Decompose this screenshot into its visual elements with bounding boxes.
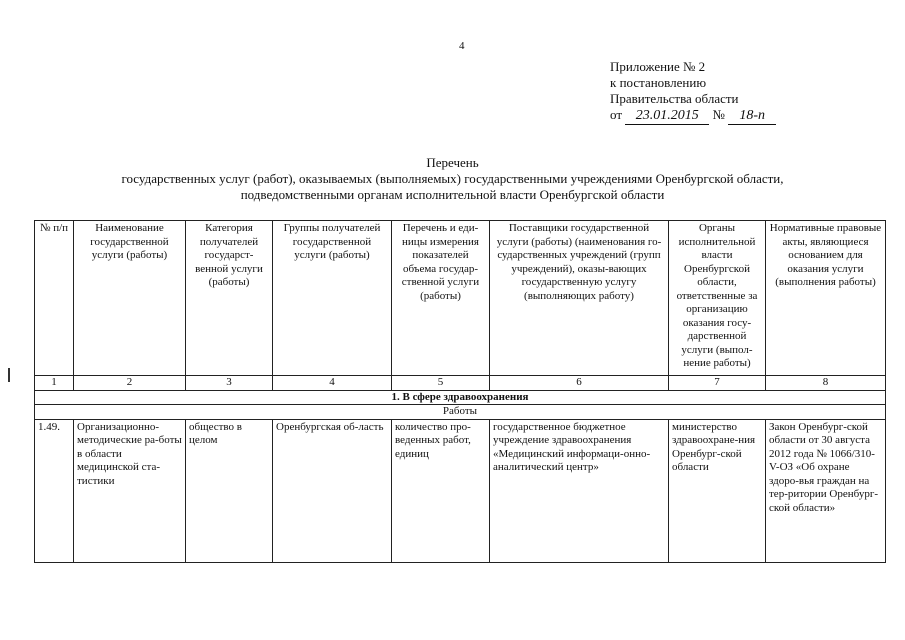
table-row	[35, 419, 886, 562]
column-number: 1	[35, 376, 74, 391]
cell-provider: государственное бюджетное учреждение здравоохранения «Медицинский информаци-онно-аналитический центр»	[490, 419, 669, 562]
column-number: 3	[186, 376, 273, 391]
cell-measure: количество про-веденных работ, единиц	[392, 419, 490, 562]
appendix-block	[610, 59, 776, 125]
header-cell-category: Категория получателей государст-венной услуги (работы)	[186, 221, 273, 376]
header-cell-name: Наименование государственной услуги (работы)	[74, 221, 186, 376]
subsection-row	[35, 405, 886, 420]
column-number: 6	[490, 376, 669, 391]
column-number: 2	[74, 376, 186, 391]
section-row	[35, 390, 886, 405]
column-number-row	[35, 376, 886, 391]
number-prefix: №	[712, 107, 725, 122]
cell-name: Организационно-методические ра-боты в области медицинской ста-тистики	[74, 419, 186, 562]
table-header-row	[35, 221, 886, 376]
scan-edge-mark	[8, 368, 13, 382]
header-cell-groups: Группы получателей государственной услуги (работы)	[273, 221, 392, 376]
appendix-date-line	[610, 107, 776, 125]
appendix-line-1: Приложение № 2	[610, 59, 706, 74]
column-number: 8	[766, 376, 886, 391]
header-cell-authorities: Органы исполнительной власти Оренбургской области, ответственные за организацию оказания госу-дарственной услуги (выпол-нение работы)	[669, 221, 766, 376]
date-prefix: от	[610, 107, 623, 122]
cell-group: Оренбургская об-ласть	[273, 419, 392, 562]
services-table	[34, 220, 886, 563]
handwritten-number: 18-п	[728, 108, 776, 125]
document-title: Перечень	[426, 155, 479, 170]
section-heading: 1. В сфере здравоохранения	[35, 390, 886, 405]
cell-authority: министерство здравоохране-ния Оренбург-ской области	[669, 419, 766, 562]
cell-number: 1.49.	[35, 419, 74, 562]
header-cell-measures: Перечень и еди-ницы измерения показателей объема государ-ственной услуги (работы)	[392, 221, 490, 376]
handwritten-date: 23.01.2015	[625, 108, 709, 125]
appendix-line-3: Правительства области	[610, 91, 739, 106]
header-cell-providers: Поставщики государственной услуги (работы) (наименования го-сударственных учреждений (групп учреждений), оказы-вающих государственную услугу (выполняющих работу)	[490, 221, 669, 376]
column-number: 4	[273, 376, 392, 391]
header-cell-legal-acts: Нормативные правовые акты, являющиеся основанием для оказания услуги (выполнения работы)	[766, 221, 886, 376]
column-number: 5	[392, 376, 490, 391]
document-subtitle-line-1: государственных услуг (работ), оказываемых (выполняемых) государственными учреждениями Оренбургской области,	[121, 171, 784, 186]
page-number: 4	[459, 40, 465, 52]
appendix-line-2: к постановлению	[610, 75, 707, 90]
column-number: 7	[669, 376, 766, 391]
header-cell-number: № п/п	[35, 221, 74, 376]
cell-legal-act: Закон Оренбург-ской области от 30 августа 2012 года № 1066/310-V-ОЗ «Об охране здоро-вья граждан на тер-ритории Оренбург-ской области»	[766, 419, 886, 562]
document-subtitle-line-2: подведомственными органам исполнительной власти Оренбургской области	[240, 187, 665, 202]
cell-category: общество в целом	[186, 419, 273, 562]
subsection-heading: Работы	[35, 405, 886, 420]
